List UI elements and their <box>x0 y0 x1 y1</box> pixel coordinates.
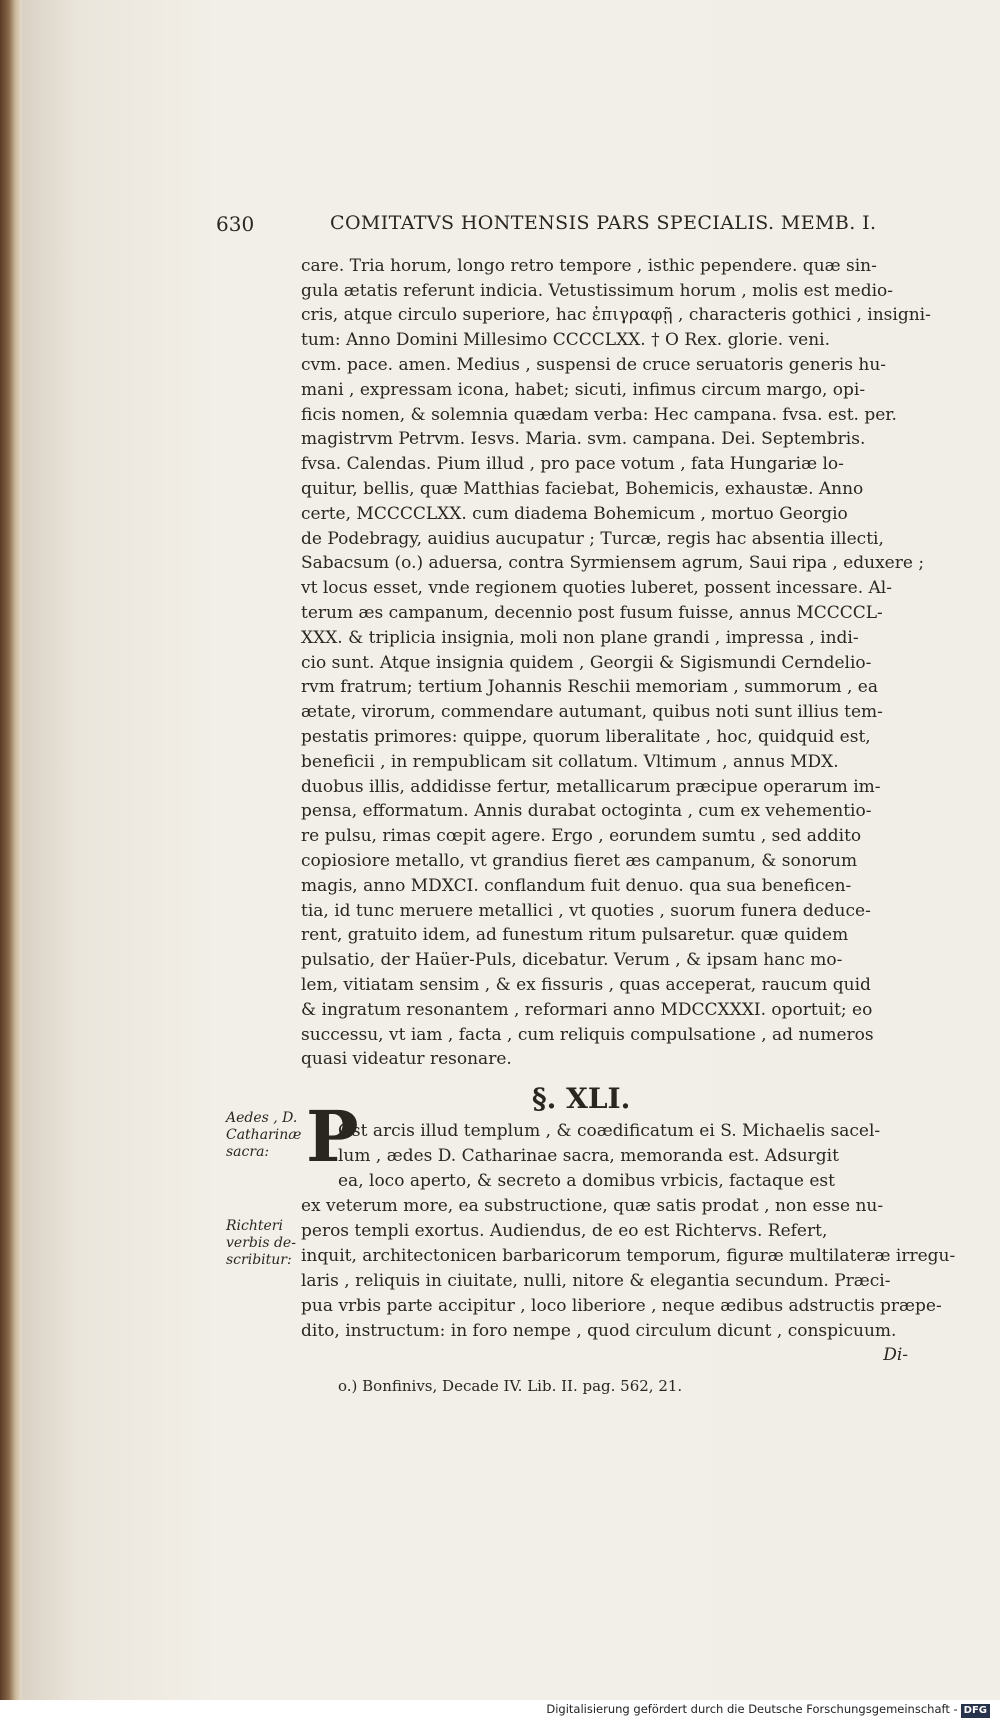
margin-note-line: Richteri <box>226 1218 283 1234</box>
running-head <box>216 212 876 242</box>
text-line: lem, vitiatam sensim , & ex fissuris , quas acceperat, raucum quid <box>301 975 871 995</box>
text-line: ex veterum more, ea substructione, quæ satis prodat , non esse nu- <box>301 1196 884 1216</box>
credit-text: Digitalisierung gefördert durch die Deutsche Forschungsgemeinschaft - <box>546 1702 958 1716</box>
text-line: XXX. & triplicia insignia, moli non plane grandi , impressa , indi- <box>301 628 859 648</box>
text-line: rent, gratuito idem, ad funestum ritum pulsaretur. quæ quidem <box>301 925 849 945</box>
text-line: ætate, virorum, commendare autumant, quibus noti sunt illius tem- <box>301 702 883 722</box>
margin-note-line: Catharinæ <box>226 1127 302 1143</box>
text-line: lum , ædes D. Catharinae sacra, memoranda est. Adsurgit <box>338 1146 839 1166</box>
text-line: tia, id tunc meruere metallici , vt quoties , suorum funera deduce- <box>301 901 871 921</box>
text-line: & ingratum resonantem , reformari anno MDCCXXXI. oportuit; eo <box>301 1000 873 1020</box>
text-line: gula ætatis referunt indicia. Vetustissimum horum , molis est medio- <box>301 281 894 301</box>
text-line: vt locus esset, vnde regionem quoties luberet, possent incessare. Al- <box>301 578 892 598</box>
text-line: pensa, efformatum. Annis durabat octoginta , cum ex vehementio- <box>301 801 872 821</box>
text-line: duobus illis, addidisse fertur, metallicarum præcipue operarum im- <box>301 777 881 797</box>
catchword: Di- <box>883 1345 908 1365</box>
text-line: Ost arcis illud templum , & coædificatum ei S. Michaelis sacel- <box>338 1121 881 1141</box>
text-line: Sabacsum (o.) aduersa, contra Syrmiensem agrum, Saui ripa , eduxere ; <box>301 553 925 573</box>
text-line: tum: Anno Domini Millesimo CCCCLXX. † O Rex. glorie. veni. <box>301 330 831 350</box>
book-spine-edge <box>0 0 22 1700</box>
text-line: mani , expressam icona, habet; sicuti, infimus circum margo, opi- <box>301 380 866 400</box>
text-line: beneficii , in rempublicam sit collatum. Vltimum , annus MDX. <box>301 752 839 772</box>
text-line: pua vrbis parte accipitur , loco liberiore , neque ædibus adstructis præpe- <box>301 1296 942 1316</box>
text-line: ea, loco aperto, & secreto a domibus vrbicis, factaque est <box>338 1171 835 1191</box>
text-line: rvm fratrum; tertium Johannis Reschii memoriam , summorum , ea <box>301 677 878 697</box>
text-line: cris, atque circulo superiore, hac ἐπιγραφῇ , characteris gothici , insigni- <box>301 305 931 325</box>
text-line: magis, anno MDXCI. conflandum fuit denuo. qua sua beneficen- <box>301 876 852 896</box>
text-line: successu, vt iam , facta , cum reliquis compulsatione , ad numeros <box>301 1025 874 1045</box>
text-line: peros templi exortus. Audiendus, de eo est Richtervs. Refert, <box>301 1221 828 1241</box>
footnote: o.) Bonfinivs, Decade IV. Lib. II. pag. 562, 21. <box>338 1377 683 1395</box>
text-line: magistrvm Petrvm. Iesvs. Maria. svm. campana. Dei. Septembris. <box>301 429 866 449</box>
text-line: pulsatio, der Haüer-Puls, dicebatur. Verum , & ipsam hanc mo- <box>301 950 843 970</box>
text-line: copiosiore metallo, vt grandius fieret æs campanum, & sonorum <box>301 851 858 871</box>
text-line: inquit, architectonicen barbaricorum temporum, figuræ multilateræ irregu- <box>301 1246 956 1266</box>
margin-note-line: Aedes , D. <box>226 1110 298 1126</box>
digitization-credit <box>546 1702 990 1718</box>
text-line: quasi videatur resonare. <box>301 1049 512 1069</box>
text-line: cvm. pace. amen. Medius , suspensi de cruce seruatoris generis hu- <box>301 355 887 375</box>
text-line: re pulsu, rimas cœpit agere. Ergo , eorundem sumtu , sed addito <box>301 826 862 846</box>
text-line: ficis nomen, & solemnia quædam verba: Hec campana. fvsa. est. per. <box>301 405 897 425</box>
footer-bar <box>0 1700 1000 1719</box>
text-line: certe, MCCCCLXX. cum diadema Bohemicum , mortuo Georgio <box>301 504 848 524</box>
margin-note-line: verbis de- <box>226 1235 296 1251</box>
text-line: pestatis primores: quippe, quorum liberalitate , hoc, quidquid est, <box>301 727 871 747</box>
text-line: quitur, bellis, quæ Matthias faciebat, Bohemicis, exhaustæ. Anno <box>301 479 864 499</box>
section-heading: §. XLI. <box>532 1082 631 1115</box>
margin-note-line: scribitur: <box>226 1252 292 1268</box>
page-number: 630 <box>216 212 255 236</box>
header-title: COMITATVS HONTENSIS PARS SPECIALIS. MEMB. I. <box>330 212 877 234</box>
margin-note-aedes <box>226 1110 301 1161</box>
margin-note-line: sacra: <box>226 1144 270 1160</box>
drop-cap: P <box>306 1095 359 1178</box>
text-line: dito, instructum: in foro nempe , quod circulum dicunt , conspicuum. <box>301 1321 897 1341</box>
margin-note-richteri <box>226 1218 296 1269</box>
dfg-logo-icon: DFG <box>961 1704 990 1718</box>
text-line: fvsa. Calendas. Pium illud , pro pace votum , fata Hungariæ lo- <box>301 454 844 474</box>
text-line: care. Tria horum, longo retro tempore , isthic pependere. quæ sin- <box>301 256 877 276</box>
text-line: cio sunt. Atque insignia quidem , Georgii & Sigismundi Cerndelio- <box>301 653 872 673</box>
text-line: laris , reliquis in ciuitate, nulli, nitore & elegantia secundum. Præci- <box>301 1271 891 1291</box>
text-line: de Podebragy, auidius aucupatur ; Turcæ, regis hac absentia illecti, <box>301 529 884 549</box>
text-line: terum æs campanum, decennio post fusum fuisse, annus MCCCCL- <box>301 603 883 623</box>
